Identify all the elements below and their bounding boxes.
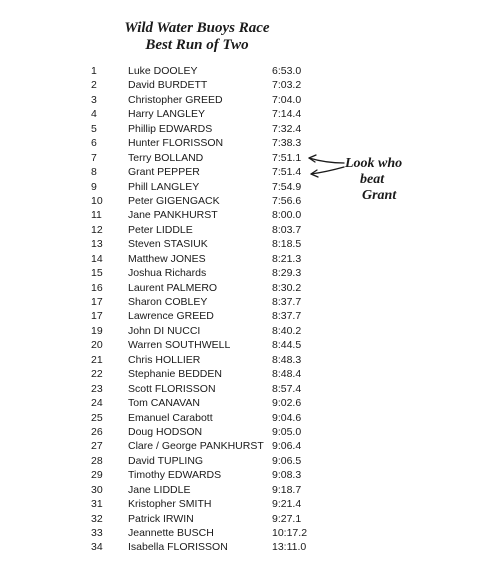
- result-name: Terry BOLLAND: [128, 151, 204, 164]
- result-time: 8:29.3: [272, 267, 302, 280]
- result-position: 33: [91, 527, 103, 539]
- result-time: 9:21.4: [272, 498, 302, 511]
- result-name: Clare / George PANKHURST: [128, 440, 264, 453]
- result-time: 8:37.7: [272, 296, 302, 308]
- result-name: Steven STASIUK: [128, 238, 208, 251]
- result-position: 11: [91, 209, 102, 222]
- result-position: 2: [91, 79, 97, 92]
- result-name: Hunter FLORISSON: [128, 137, 224, 150]
- result-time: 7:51.1: [272, 151, 302, 164]
- result-position: 25: [91, 411, 103, 424]
- arrow-left-icon: [311, 167, 344, 177]
- result-name: Emanuel Carabott: [128, 411, 213, 424]
- result-position: 15: [91, 267, 103, 280]
- annotation-note: [345, 156, 425, 204]
- result-time: 7:56.6: [272, 194, 302, 207]
- result-position: 17: [91, 296, 103, 308]
- result-name: Tom CANAVAN: [128, 397, 200, 410]
- annotation-line-1: Look who: [345, 156, 403, 171]
- result-position: 1: [91, 65, 97, 77]
- result-position: 12: [91, 223, 103, 236]
- result-position: 14: [91, 252, 103, 265]
- result-position: 26: [91, 425, 103, 438]
- result-position: 32: [91, 512, 103, 525]
- result-position: 10: [91, 194, 103, 207]
- result-time: 8:30.2: [272, 281, 302, 294]
- result-name: Scott FLORISSON: [128, 382, 216, 395]
- result-time: 9:06.4: [272, 440, 302, 453]
- result-name: Kristopher SMITH: [128, 498, 212, 511]
- result-position: 19: [91, 324, 103, 337]
- result-time: 8:44.5: [272, 339, 302, 352]
- result-name: Joshua Richards: [128, 267, 207, 280]
- result-name: Harry LANGLEY: [128, 108, 206, 121]
- result-position: 34: [91, 541, 103, 554]
- result-position: 9: [91, 180, 97, 193]
- result-name: Phillip EDWARDS: [128, 122, 213, 135]
- result-position: 16: [91, 281, 103, 294]
- result-name: Patrick IRWIN: [128, 512, 194, 525]
- race-title: Wild Water Buoys Race: [124, 20, 270, 36]
- result-position: 22: [91, 368, 103, 381]
- result-name: Peter LIDDLE: [128, 223, 193, 236]
- result-name: Stephanie BEDDEN: [128, 368, 222, 381]
- result-position: 5: [91, 122, 97, 135]
- result-name: David BURDETT: [128, 79, 208, 92]
- annotation-line-3: Grant: [362, 188, 397, 203]
- annotation-line-2: beat: [360, 172, 385, 187]
- result-time: 6:53.0: [272, 65, 302, 77]
- result-position: 8: [91, 166, 97, 179]
- result-position: 23: [91, 382, 103, 395]
- result-position: 21: [91, 353, 103, 366]
- result-position: 20: [91, 339, 103, 352]
- arrow-left-icon: [309, 155, 344, 163]
- result-time: 10:17.2: [272, 527, 308, 539]
- result-time: 9:02.6: [272, 397, 302, 410]
- race-subtitle: Best Run of Two: [145, 37, 249, 53]
- result-position: 29: [91, 469, 103, 482]
- result-position: 17: [91, 310, 103, 323]
- result-time: 8:00.0: [272, 209, 302, 222]
- result-time: 9:05.0: [272, 425, 302, 438]
- result-time: 7:38.3: [272, 137, 302, 150]
- result-name: David TUPLING: [128, 454, 204, 467]
- result-name: Jane PANKHURST: [128, 209, 218, 222]
- result-time: 8:21.3: [272, 252, 302, 265]
- result-time: 8:18.5: [272, 238, 302, 251]
- result-position: 30: [91, 483, 103, 496]
- result-name: Christopher GREED: [128, 93, 223, 106]
- result-name: Jane LIDDLE: [128, 483, 191, 496]
- result-position: 7: [91, 151, 97, 164]
- result-name: Peter GIGENGACK: [128, 194, 220, 207]
- result-name: Matthew JONES: [128, 252, 206, 265]
- result-time: 7:04.0: [272, 93, 302, 106]
- result-name: Doug HODSON: [128, 425, 203, 438]
- result-position: 3: [91, 93, 97, 106]
- result-position: 27: [91, 440, 103, 453]
- result-name: Isabella FLORISSON: [128, 541, 228, 554]
- result-time: 7:32.4: [272, 122, 302, 135]
- result-position: 6: [91, 137, 97, 150]
- result-time: 7:54.9: [272, 180, 302, 193]
- result-name: Chris HOLLIER: [128, 353, 201, 366]
- result-name: Phill LANGLEY: [128, 180, 200, 193]
- result-time: 8:48.3: [272, 353, 302, 366]
- result-time: 13:11.0: [272, 541, 307, 554]
- result-name: Jeannette BUSCH: [128, 527, 214, 539]
- result-time: 9:27.1: [272, 512, 302, 525]
- result-time: 8:03.7: [272, 223, 302, 236]
- result-name: Sharon COBLEY: [128, 296, 208, 308]
- result-name: John DI NUCCI: [128, 324, 201, 337]
- result-time: 7:51.4: [272, 166, 302, 179]
- result-name: Timothy EDWARDS: [128, 469, 222, 482]
- result-name: Warren SOUTHWELL: [128, 339, 231, 352]
- result-position: 31: [91, 498, 103, 511]
- result-time: 8:40.2: [272, 324, 302, 337]
- result-time: 8:48.4: [272, 368, 302, 381]
- result-name: Grant PEPPER: [128, 166, 200, 179]
- result-time: 9:06.5: [272, 454, 302, 467]
- result-name: Laurent PALMERO: [128, 281, 218, 294]
- result-time: 9:04.6: [272, 411, 302, 424]
- result-time: 8:37.7: [272, 310, 302, 323]
- result-time: 9:08.3: [272, 469, 302, 482]
- result-name: Luke DOOLEY: [128, 65, 198, 77]
- result-position: 28: [91, 454, 103, 467]
- result-position: 4: [91, 108, 97, 121]
- result-time: 8:57.4: [272, 382, 302, 395]
- result-time: 9:18.7: [272, 483, 302, 496]
- result-position: 13: [91, 238, 103, 251]
- result-time: 7:03.2: [272, 79, 302, 92]
- result-name: Lawrence GREED: [128, 310, 214, 323]
- result-time: 7:14.4: [272, 108, 302, 121]
- result-position: 24: [91, 397, 103, 410]
